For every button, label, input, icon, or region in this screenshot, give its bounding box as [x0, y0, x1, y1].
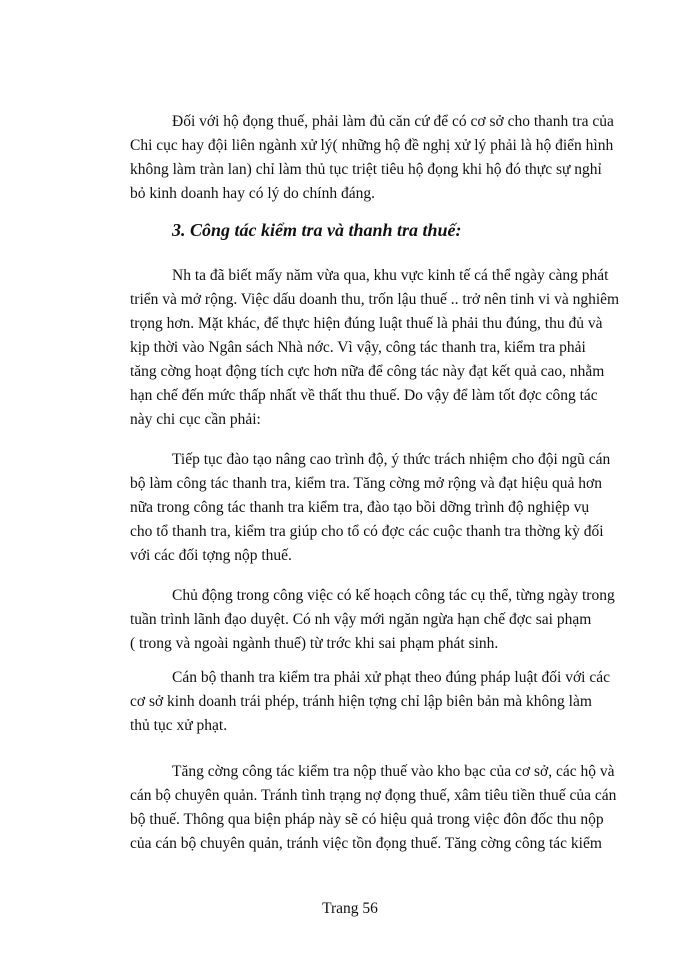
paragraph-3-line-3: nữa trong công tác thanh tra kiểm tra, đào tạo bồi dỡng trình độ nghiệp vụ — [130, 499, 590, 516]
paragraph-2-line-6: hạn chế đến mức thấp nhất về thất thu thuế. Do vậy để làm tốt đợc công tác — [130, 387, 598, 404]
paragraph-5-line-1: Cán bộ thanh tra kiểm tra phải xử phạt theo đúng pháp luật đối với các — [172, 669, 610, 686]
paragraph-2-line-5: tăng cờng hoạt động tích cực hơn nữa để công tác này đạt kết quả cao, nhằm — [130, 363, 605, 380]
paragraph-2-line-1: Nh ta đã biết mấy năm vừa qua, khu vực kinh tế cá thể ngày càng phát — [172, 267, 609, 284]
paragraph-3 — [130, 448, 630, 568]
paragraph-1-line-2: Chi cục hay đội liên ngành xử lý( những hộ đề nghị xử lý phải là hộ điển hình — [130, 137, 614, 154]
paragraph-2 — [130, 264, 630, 432]
paragraph-4-line-3: ( trong và ngoài ngành thuế) từ trớc khi sai phạm phát sinh. — [130, 635, 499, 652]
paragraph-2-line-2: triển và mở rộng. Việc dấu doanh thu, trốn lậu thuế .. trở nên tinh vi và nghiêm — [130, 291, 620, 308]
paragraph-6-line-4: của cán bộ chuyên quản, tránh việc tồn đọng thuế. Tăng cờng công tác kiểm — [130, 835, 602, 852]
page-number: Trang 56 — [322, 900, 378, 917]
paragraph-5 — [130, 666, 630, 738]
paragraph-1 — [130, 110, 630, 206]
paragraph-2-line-4: kịp thời vào Ngân sách Nhà nớc. Vì vậy, công tác thanh tra, kiểm tra phải — [130, 339, 586, 356]
paragraph-2-line-7: này chi cục cần phải: — [130, 411, 261, 428]
paragraph-1-line-3: không làm tràn lan) chỉ làm thủ tục triệt tiêu hộ đọng khi hộ đó thực sự nghỉ — [130, 161, 602, 178]
paragraph-5-line-3: thủ tục xử phạt. — [130, 717, 228, 734]
paragraph-1-line-4: bỏ kinh doanh hay có lý do chính đáng. — [130, 185, 375, 202]
paragraph-2-line-3: trọng hơn. Mặt khác, để thực hiện đúng luật thuế là phải thu đúng, thu đủ và — [130, 315, 603, 332]
paragraph-3-line-4: cho tổ thanh tra, kiểm tra giúp cho tổ có đợc các cuộc thanh tra thờng kỳ đối — [130, 523, 604, 540]
paragraph-6-line-3: bộ thuế. Thông qua biện pháp này sẽ có hiệu quả trong việc đôn đốc thu nộp — [130, 811, 604, 828]
paragraph-4-line-1: Chủ động trong công việc có kế hoạch công tác cụ thể, từng ngày trong — [172, 587, 615, 604]
paragraph-4 — [130, 584, 630, 656]
paragraph-6-line-1: Tăng cờng công tác kiểm tra nộp thuế vào kho bạc của cơ sở, các hộ và — [172, 763, 615, 780]
section-heading: 3. Công tác kiểm tra và thanh tra thuế: — [172, 220, 462, 240]
paragraph-3-line-1: Tiếp tục đào tạo nâng cao trình độ, ý thức trách nhiệm cho đội ngũ cán — [172, 451, 611, 468]
paragraph-1-line-1: Đối với hộ đọng thuế, phải làm đủ căn cứ để có cơ sở cho thanh tra của — [172, 113, 614, 130]
paragraph-3-line-5: với các đối tợng nộp thuế. — [130, 547, 292, 564]
paragraph-3-line-2: bộ làm công tác thanh tra, kiểm tra. Tăng cờng mở rộng và đạt hiệu quả hơn — [130, 475, 602, 492]
paragraph-4-line-2: tuần trình lãnh đạo duyệt. Có nh vậy mới ngăn ngừa hạn chế đợc sai phạm — [130, 611, 592, 628]
paragraph-6-line-2: cán bộ chuyên quản. Tránh tình trạng nợ đọng thuế, xâm tiêu tiền thuế của cán — [130, 787, 617, 804]
paragraph-6 — [130, 760, 630, 856]
paragraph-5-line-2: cơ sở kinh doanh trái phép, tránh hiện tợng chỉ lập biên bản mà không làm — [130, 693, 592, 710]
